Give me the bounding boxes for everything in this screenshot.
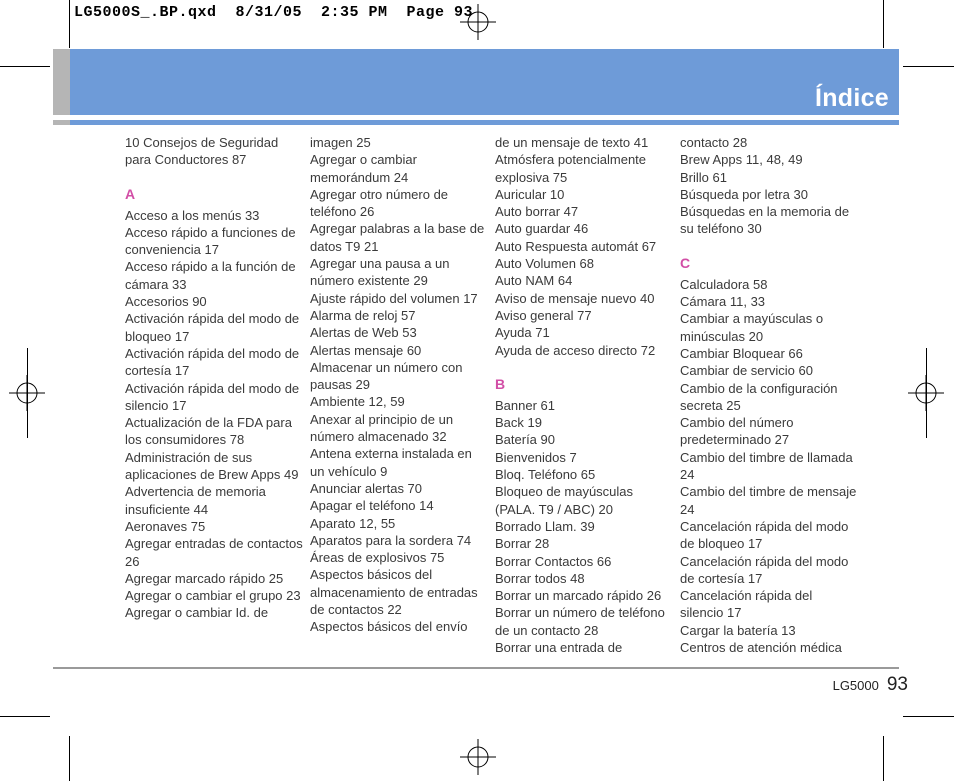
index-entry: Calculadora 58: [680, 276, 768, 292]
page-number: 93: [886, 674, 908, 695]
page-footer: [833, 674, 908, 696]
index-entry: Almacenar un número con pausas 29: [310, 359, 463, 393]
footer-model: LG5000: [832, 678, 879, 693]
crop-mark-br-vertical: [883, 736, 884, 781]
crop-mark-bl-horizontal: [0, 716, 50, 717]
index-entry: Acceso rápido a la función de cámara 33: [125, 259, 296, 292]
header-rule: [70, 120, 899, 125]
index-entry: Borrar un número de teléfono de un contacto 28: [495, 605, 665, 638]
index-entry: Bloq. Teléfono 65: [495, 467, 596, 483]
index-entry: Brillo 61: [680, 169, 727, 185]
registration-mark-bottom-icon: [460, 739, 496, 775]
index-entry: Cámara 11, 33: [680, 294, 766, 310]
index-entry: Cargar la batería 13: [680, 622, 796, 638]
index-entry: Anunciar alertas 70: [310, 480, 423, 496]
index-entry: Auto Respuesta automát 67: [495, 238, 657, 254]
index-entry: Cambio de la configuración secreta 25: [680, 380, 838, 413]
index-entry: Batería 90: [495, 432, 555, 448]
index-entry: Borrar un marcado rápido 26: [495, 588, 662, 604]
index-entry: Aspectos básicos del envío: [310, 619, 468, 635]
index-column-1: [125, 134, 303, 622]
index-entry: Agregar o cambiar el grupo 23: [125, 588, 301, 604]
index-entry: Agregar palabras a la base de datos T9 21: [310, 221, 485, 254]
crop-mark-tr-horizontal: [903, 66, 954, 67]
index-entry: Acceso rápido a funciones de conveniencia 17: [125, 224, 296, 258]
index-entry: Aparatos para la sordera 74: [310, 532, 472, 548]
index-entry: Alertas mensaje 60: [310, 342, 422, 358]
index-entry: 10 Consejos de Seguridad para Conductores 87: [125, 135, 279, 168]
index-entry: Atmósfera potencialmente explosiva 75: [495, 152, 647, 185]
index-entry: Anexar al principio de un número almacenado 32: [310, 411, 454, 445]
index-entry: Borrar todos 48: [495, 570, 585, 586]
index-entry: Auricular 10: [495, 186, 565, 202]
crop-mark-tl-vertical: [69, 0, 70, 48]
crop-mark-bl-vertical: [69, 736, 70, 781]
index-entry: Ayuda 71: [495, 325, 550, 341]
index-entry: Auto NAM 64: [495, 273, 573, 289]
index-entry: de un mensaje de texto 41: [495, 135, 649, 150]
header-rule-side: [53, 120, 70, 125]
index-entry: Cambio del número predeterminado 27: [680, 415, 794, 448]
index-entry: Agregar o cambiar Id. de: [125, 605, 269, 621]
index-entry: Áreas de explosivos 75: [310, 550, 445, 566]
registration-mark-top-icon: [460, 4, 496, 40]
index-entry: Aviso general 77: [495, 307, 592, 323]
index-entry: Agregar otro número de teléfono 26: [310, 186, 449, 220]
index-entry: Aviso de mensaje nuevo 40: [495, 290, 655, 306]
index-entry: Back 19: [495, 415, 542, 431]
index-entry: Accesorios 90: [125, 294, 207, 310]
index-entry: Banner 61: [495, 397, 555, 413]
index-entry: Ambiente 12, 59: [310, 394, 405, 410]
index-entry: imagen 25: [310, 135, 371, 150]
index-entry: Borrado Llam. 39: [495, 518, 595, 534]
page-title: Índice: [814, 84, 889, 112]
index-entry: Bienvenidos 7: [495, 449, 577, 465]
index-entry: Auto Volumen 68: [495, 256, 595, 272]
index-entry: Activación rápida del modo de cortesía 17: [125, 345, 300, 379]
print-slug: LG5000S_.BP.qxd 8/31/05 2:35 PM Page 93: [74, 4, 474, 21]
index-entry: Alarma de reloj 57: [310, 307, 416, 323]
index-column-2: [310, 134, 488, 636]
index-entry: Antena externa instalada en un vehículo 9: [310, 446, 472, 479]
index-entry: Cambiar de servicio 60: [680, 363, 813, 379]
index-entry: Ajuste rápido del volumen 17: [310, 290, 478, 306]
header-side-bar: [53, 49, 70, 115]
index-entry: Aspectos básicos del almacenamiento de entradas de contactos 22: [310, 567, 478, 618]
index-entry: Auto borrar 47: [495, 204, 579, 220]
index-section-letter: A: [125, 185, 136, 202]
index-entry: Cambiar Bloquear 66: [680, 345, 803, 361]
index-entry: Activación rápida del modo de bloqueo 17: [125, 311, 300, 344]
index-entry: Cambiar a mayúsculas o minúsculas 20: [680, 311, 824, 344]
footer-rule: [53, 667, 899, 669]
index-entry: Aparato 12, 55: [310, 515, 396, 531]
index-entry: contacto 28: [680, 135, 748, 150]
index-entry: Aeronaves 75: [125, 518, 206, 534]
index-entry: Borrar una entrada de: [495, 640, 623, 656]
index-entry: Administración de sus aplicaciones de Brew Apps 49: [125, 449, 299, 483]
index-entry: Búsqueda por letra 30: [680, 186, 808, 202]
index-section-letter: B: [495, 375, 506, 392]
registration-mark-right-icon: [908, 375, 944, 411]
index-entry: Auto guardar 46: [495, 221, 589, 237]
index-entry: Búsquedas en la memoria de su teléfono 30: [680, 204, 850, 237]
index-entry: Cambio del timbre de mensaje 24: [680, 484, 857, 517]
index-entry: Actualización de la FDA para los consumidores 78: [125, 415, 292, 448]
index-entry: Centros de atención médica: [680, 640, 842, 656]
index-entry: Cancelación rápida del silencio 17: [680, 588, 813, 621]
index-column-3: [495, 134, 673, 656]
index-entry: Borrar 28: [495, 536, 550, 552]
index-entry: Alertas de Web 53: [310, 325, 417, 341]
index-entry: Borrar Contactos 66: [495, 553, 612, 569]
index-entry: Activación rápida del modo de silencio 17: [125, 380, 300, 413]
crop-mark-tr-vertical: [883, 0, 884, 48]
index-entry: Cancelación rápida del modo de cortesía 17: [680, 553, 849, 586]
index-entry: Advertencia de memoria insuficiente 44: [125, 484, 266, 517]
index-section-letter: C: [680, 254, 691, 271]
index-entry: Ayuda de acceso directo 72: [495, 342, 656, 358]
index-entry: Agregar entradas de contactos 26: [125, 536, 303, 569]
index-entry: Cambio del timbre de llamada 24: [680, 449, 853, 483]
index-entry: Brew Apps 11, 48, 49: [680, 152, 803, 168]
index-entry: Agregar o cambiar memorándum 24: [310, 152, 417, 185]
index-entry: Apagar el teléfono 14: [310, 498, 434, 514]
index-entry: Cancelación rápida del modo de bloqueo 17: [680, 518, 849, 552]
header-band: [70, 49, 899, 115]
index-entry: Bloqueo de mayúsculas (PALA. T9 / ABC) 20: [495, 484, 634, 517]
index-column-4: [680, 134, 858, 656]
index-entry: Agregar marcado rápido 25: [125, 570, 284, 586]
index-entry: Acceso a los menús 33: [125, 207, 260, 223]
crop-mark-br-horizontal: [903, 716, 954, 717]
registration-mark-left-icon: [9, 375, 45, 411]
index-entry: Agregar una pausa a un número existente 29: [310, 256, 450, 289]
crop-mark-tl-horizontal: [0, 66, 50, 67]
